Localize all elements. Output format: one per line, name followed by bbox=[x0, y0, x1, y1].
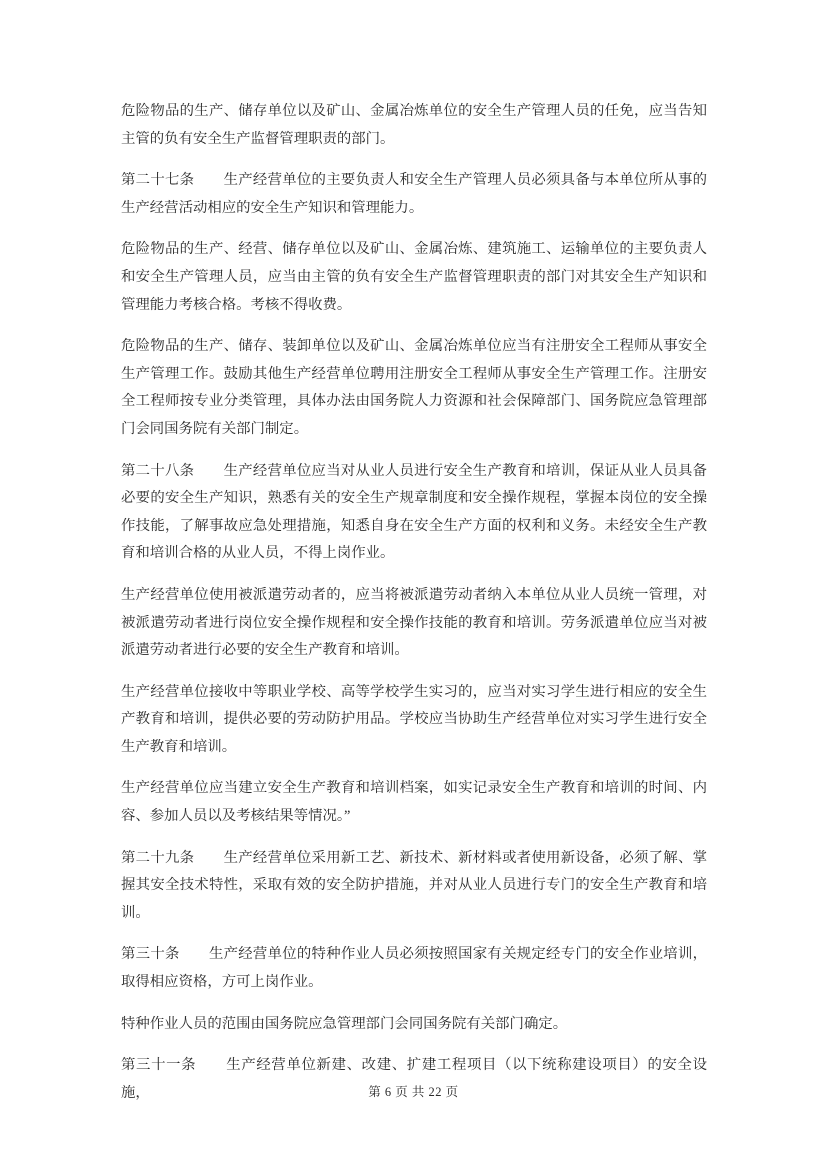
document-paragraph-article-27: 第二十七条 生产经营单位的主要负责人和安全生产管理人员必须具备与本单位所从事的生产经营活动相应的安全生产知识和管理能力。 bbox=[121, 172, 707, 216]
document-paragraph-article-30: 第三十条 生产经营单位的特种作业人员必须按照国家有关规定经专门的安全作业培训，取得相应资格，方可上岗作业。 bbox=[121, 946, 707, 991]
document-paragraph: 生产经营单位应当建立安全生产教育和培训档案，如实记录安全生产教育和培训的时间、内容、参加人员以及考核结果等情况。” bbox=[121, 780, 707, 825]
document-paragraph-article-28: 第二十八条 生产经营单位应当对从业人员进行安全生产教育和培训，保证从业人员具备必要的安全生产知识，熟悉有关的安全生产规章制度和安全操作规程，掌握本岗位的安全操作技能，了解事故应急处理措施，知悉自身在安全生产方面的权利和义务。未经安全生产教育和培训合格的从业人员，不得上岗作业。 bbox=[121, 462, 707, 562]
page-number-footer: 第 6 页 共 22 页 bbox=[368, 1085, 459, 1099]
document-body bbox=[121, 98, 707, 1121]
document-paragraph: 危险物品的生产、储存、装卸单位以及矿山、金属冶炼单位应当有注册安全工程师从事安全生产管理工作。鼓励其他生产经营单位聘用注册安全工程师从事安全生产管理工作。注册安全工程师按专业分类管理，具体办法由国务院人力资源和社会保障部门、国务院应急管理部门会同国务院有关部门制定。 bbox=[121, 338, 707, 437]
document-paragraph: 生产经营单位接收中等职业学校、高等学校学生实习的，应当对实习学生进行相应的安全生产教育和培训，提供必要的劳动防护用品。学校应当协助生产经营单位对实习学生进行安全生产教育和培训。 bbox=[121, 683, 707, 755]
document-paragraph: 特种作业人员的范围由国务院应急管理部门会同国务院有关部门确定。 bbox=[121, 1015, 568, 1032]
document-paragraph: 生产经营单位使用被派遣劳动者的，应当将被派遣劳动者纳入本单位从业人员统一管理，对被派遣劳动者进行岗位安全操作规程和安全操作技能的教育和培训。劳务派遣单位应当对被派遣劳动者进行必要的安全生产教育和培训。 bbox=[121, 586, 707, 659]
document-paragraph-article-29: 第二十九条 生产经营单位采用新工艺、新技术、新材料或者使用新设备，必须了解、掌握其安全技术特性，采取有效的安全防护措施，并对从业人员进行专门的安全生产教育和培训。 bbox=[121, 849, 707, 921]
document-paragraph-article-31: 第三十一条 生产经营单位新建、改建、扩建工程项目（以下统称建设项目）的安全设施， bbox=[121, 1057, 707, 1101]
document-paragraph: 危险物品的生产、经营、储存单位以及矿山、金属冶炼、建筑施工、运输单位的主要负责人和安全生产管理人员，应当由主管的负有安全生产监督管理职责的部门对其安全生产知识和管理能力考核合格。考核不得收费。 bbox=[121, 241, 707, 313]
document-paragraph: 危险物品的生产、储存单位以及矿山、金属冶炼单位的安全生产管理人员的任免，应当告知主管的负有安全生产监督管理职责的部门。 bbox=[121, 103, 707, 147]
